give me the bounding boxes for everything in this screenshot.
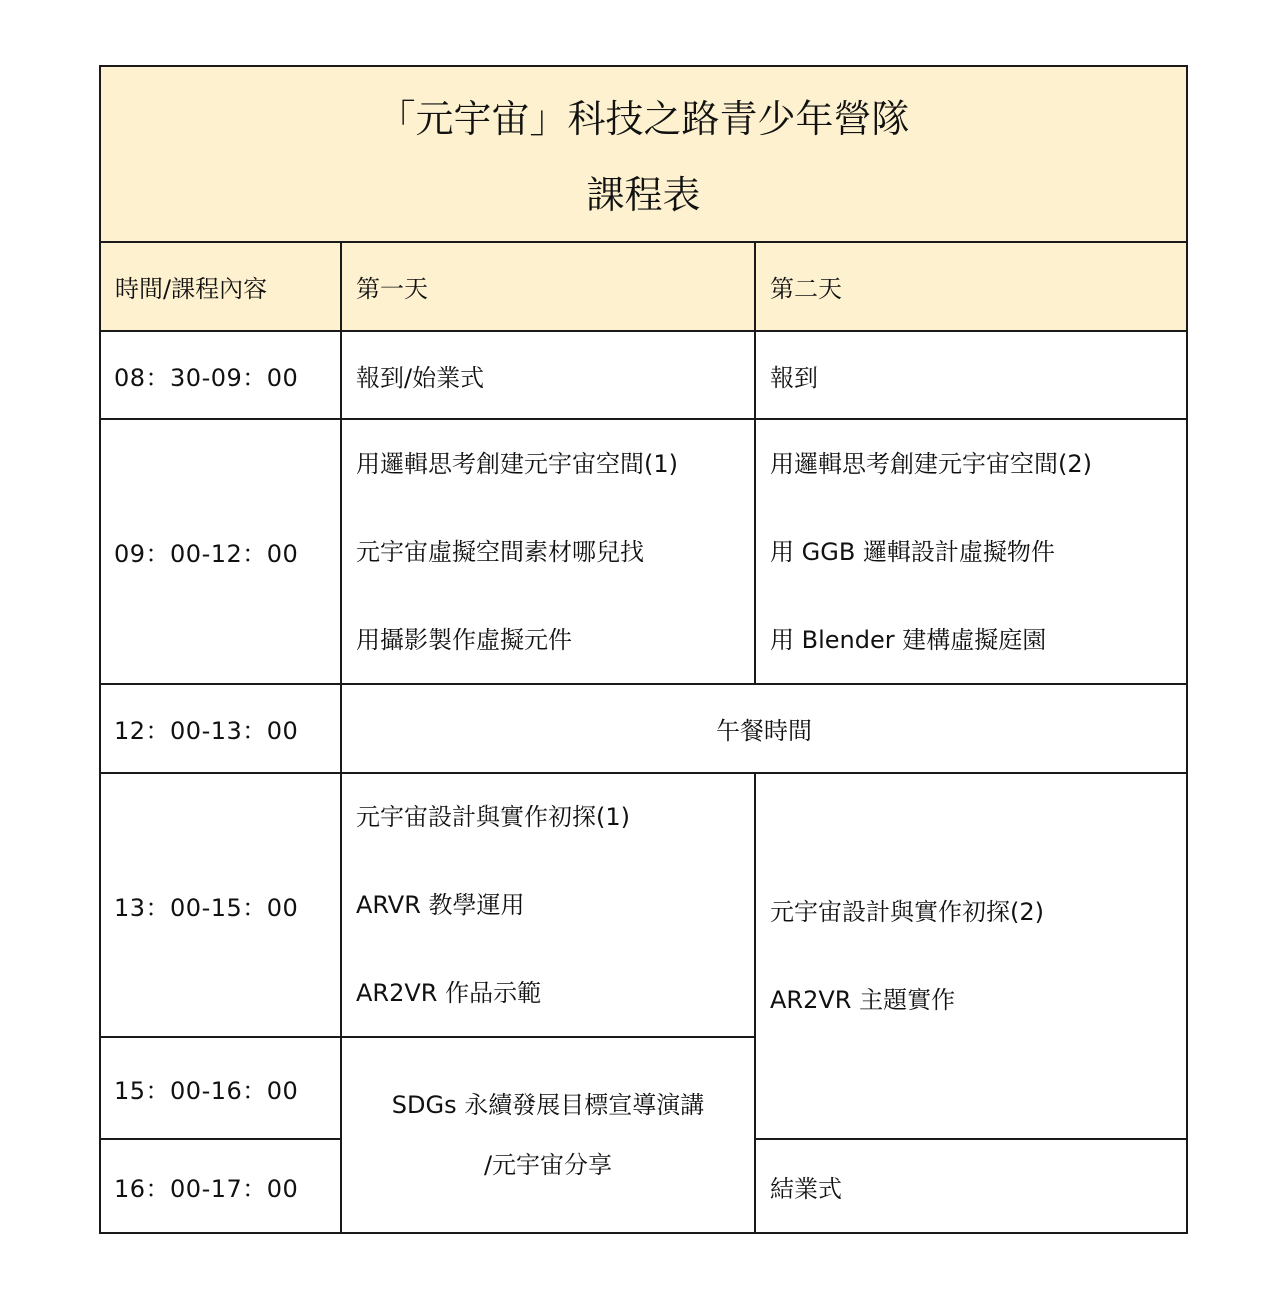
day2-cell — [755, 419, 1187, 684]
course-item: 用攝影製作虛擬元件 — [356, 625, 572, 654]
course-item: 元宇宙設計與實作初探(1) — [356, 803, 630, 831]
column-header-time: 時間/課程內容 — [100, 242, 341, 331]
time-cell: 08：30-09：00 — [100, 331, 341, 419]
column-header-day2: 第二天 — [755, 242, 1187, 331]
course-item: /元宇宙分享 — [483, 1151, 613, 1179]
day1-cell — [341, 419, 755, 684]
day1-cell — [341, 773, 755, 1037]
page-subtitle: 課程表 — [586, 173, 701, 217]
time-cell: 12：00-13：00 — [100, 684, 341, 773]
course-item: 用邏輯思考創建元宇宙空間(1) — [356, 449, 678, 478]
course-item: 元宇宙設計與實作初探(2) — [770, 898, 1044, 926]
day2-cell: 結業式 — [755, 1139, 1187, 1233]
course-item: AR2VR 作品示範 — [356, 979, 542, 1007]
course-item: AR2VR 主題實作 — [770, 986, 956, 1014]
title-cell — [100, 66, 1187, 242]
day1-cell: 報到/始業式 — [341, 331, 755, 419]
column-header-day1: 第一天 — [341, 242, 755, 331]
table-row — [100, 684, 1187, 773]
day2-cell — [755, 773, 1187, 1139]
schedule-table — [99, 65, 1188, 1234]
table-row — [100, 773, 1187, 1037]
course-item: 用邏輯思考創建元宇宙空間(2) — [770, 449, 1092, 478]
table-row — [100, 331, 1187, 419]
course-item: 元宇宙虛擬空間素材哪兒找 — [356, 537, 644, 566]
course-item: ARVR 教學運用 — [356, 891, 525, 919]
page-title: 「元宇宙」科技之路青少年營隊 — [377, 97, 910, 141]
course-item: SDGs 永續發展目標宣導演講 — [391, 1091, 705, 1119]
time-cell: 09：00-12：00 — [100, 419, 341, 684]
time-cell: 16：00-17：00 — [100, 1139, 341, 1233]
course-item: 用 GGB 邏輯設計虛擬物件 — [770, 537, 1055, 566]
course-item: 用 Blender 建構虛擬庭園 — [770, 625, 1047, 654]
time-cell: 13：00-15：00 — [100, 773, 341, 1037]
day2-cell: 報到 — [755, 331, 1187, 419]
time-cell: 15：00-16：00 — [100, 1037, 341, 1139]
day1-cell — [341, 1037, 755, 1233]
lunch-cell: 午餐時間 — [341, 684, 1187, 773]
table-row — [100, 419, 1187, 684]
